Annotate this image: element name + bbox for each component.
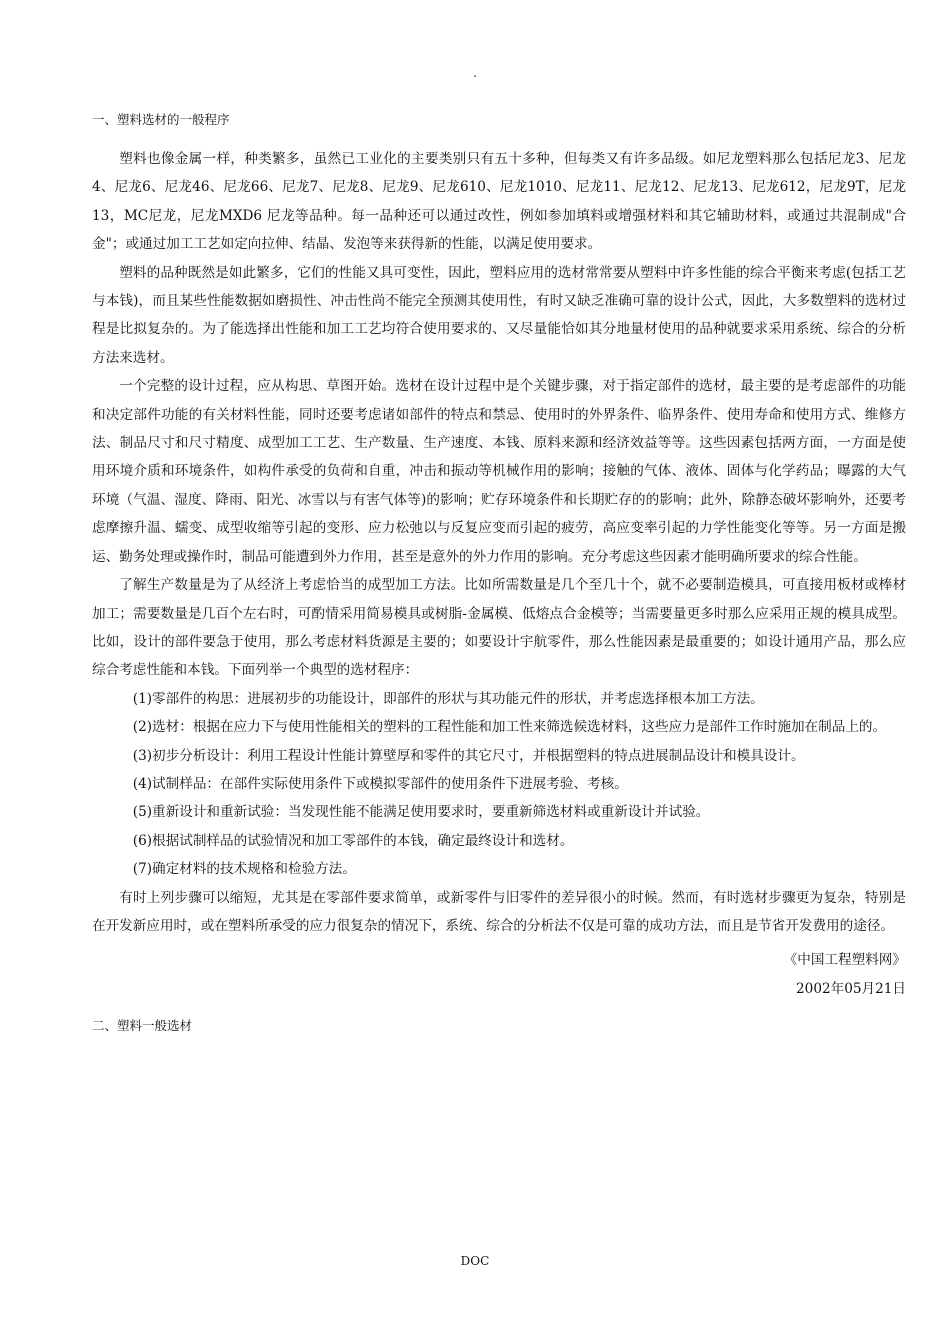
section-1-heading: 一、塑料选材的一般程序 [92, 112, 230, 127]
paragraph-plastic-varieties: 塑料也像金属一样，种类繁多，虽然已工业化的主要类别只有五十多种，但每类又有许多品级。如尼龙塑料那么包括尼龙3、尼龙4、尼龙6、尼龙46、尼龙66、尼龙7、尼龙8、尼龙9、尼龙610、尼龙1010、尼龙11、尼龙12、尼龙13、尼龙612，尼龙9T，尼龙13，MC尼龙，尼龙MXD6 尼龙等品种。每一品种还可以通过改性，例如参加填料或增强材料和其它辅助材料，或通过共混制成"合金"；或通过加工工艺如定向拉伸、结晶、发泡等来获得新的性能，以满足使用要求。 [92, 151, 906, 253]
step-5: (5)重新设计和重新试验：当发现性能不能满足使用要求时，要重新筛选材料或重新设计并试验。 [132, 804, 710, 821]
step-1: (1)零部件的构思：进展初步的功能设计，即部件的形状与其功能元件的形状，并考虑选择根本加工方法。 [132, 690, 764, 707]
section-2-heading: 二、塑料一般选材 [92, 1018, 193, 1034]
step-2: (2)选材：根据在应力下与使用性能相关的塑料的工程性能和加工性来筛选候选材料，这些应力是部件工作时施加在制品上的。 [132, 719, 887, 736]
paragraph-closing: 有时上列步骤可以缩短，尤其是在零部件要求简单，或新零件与旧零件的差异很小的时候。然而，有时选材步骤更为复杂，特别是在开发新应用时，或在塑料所承受的应力很复杂的情况下，系统、综合的分析法不仅是可靠的成功方法，而且是节省开发费用的途径。 [92, 889, 906, 934]
paragraph-selection-complexity: 塑料的品种既然是如此繁多，它们的性能又具可变性，因此，塑料应用的选材常常要从塑料中许多性能的综合平衡来考虑(包括工艺与本钱)，而且某些性能数据如磨损性、冲击性尚不能完全预测其使用性，有时又缺乏准确可靠的设计公式，因此，大多数塑料的选材过程是比拟复杂的。为了能选择出性能和加工工艺均符合使用要求的、又尽量能恰如其分地量材使用的品种就要求采用系统、综合的分析方法来选材。 [92, 264, 906, 366]
step-3: (3)初步分析设计：利用工程设计性能计算壁厚和零件的其它尺寸，并根据塑料的特点进展制品设计和模具设计。 [132, 747, 805, 764]
header-mark: . [473, 66, 477, 80]
footer-label: DOC [460, 1254, 490, 1268]
publish-date: 2002年05月21日 [796, 980, 906, 997]
step-6: (6)根据试制样品的试验情况和加工零部件的本钱，确定最终设计和选材。 [132, 832, 574, 849]
document-body [92, 106, 906, 1040]
step-4: (4)试制样品：在部件实际使用条件下或模拟零部件的使用条件下进展考验、考核。 [132, 775, 628, 792]
source-attribution: 《中国工程塑料网》 [783, 952, 906, 969]
step-7: (7)确定材料的技术规格和检验方法。 [132, 861, 356, 878]
paragraph-production-quantity: 了解生产数量是为了从经济上考虑恰当的成型加工方法。比如所需数量是几个至几十个，就不必要制造模具，可直接用板材或棒材加工；需要数量是几百个左右时，可酌情采用简易模具或树脂-金属模、低熔点合金模等；当需要量更多时那么应采用正规的模具成型。比如，设计的部件要急于使用，那么考虑材料货源是主要的；如要设计宇航零件，那么性能因素是最重要的；如设计通用产品，那么应综合考虑性能和本钱。下面列举一个典型的选材程序： [92, 577, 906, 679]
paragraph-design-process: 一个完整的设计过程，应从构思、草图开始。选材在设计过程中是个关键步骤，对于指定部件的选材，最主要的是考虑部件的功能和决定部件功能的有关材料性能，同时还要考虑诸如部件的特点和禁忌、使用时的外界条件、临界条件、使用寿命和使用方式、维修方法、制品尺寸和尺寸精度、成型加工工艺、生产数量、生产速度、本钱、原料来源和经济效益等等。这些因素包括两方面，一方面是使用环境介质和环境条件，如构件承受的负荷和自重，冲击和振动等机械作用的影响；接触的气体、液体、固体与化学药品；曝露的大气环境（气温、湿度、降雨、阳光、冰雪以与有害气体等)的影响；贮存环境条件和长期贮存的的影响；此外，除静态破坏影响外，还要考虑摩擦升温、蠕变、成型收缩等引起的变形、应力松弛以与反复应变而引起的疲劳，高应变率引起的力学性能变化等等。另一方面是搬运、勤务处理或操作时，制品可能遭到外力作用，甚至是意外的外力作用的影响。充分考虑这些因素才能明确所要求的综合性能。 [92, 378, 906, 565]
